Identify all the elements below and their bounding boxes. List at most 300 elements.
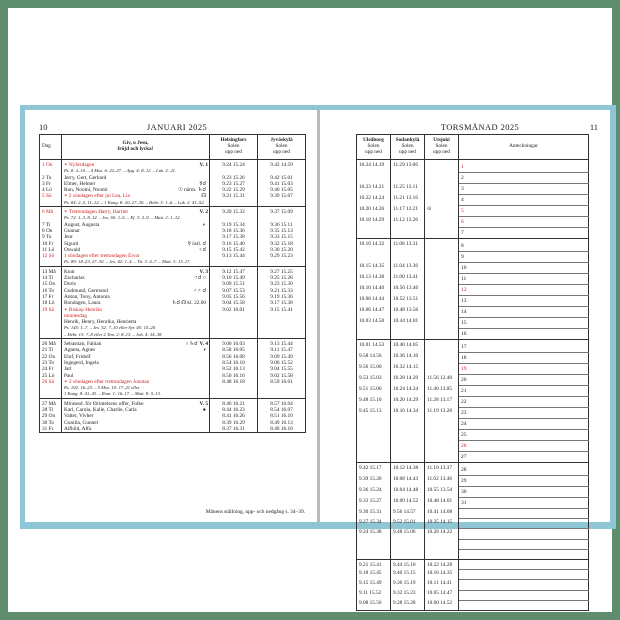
sun-time-sodankyla: 9.44 15.10	[391, 559, 425, 569]
sun-time-jyvaskyla: 9.40 15.05	[258, 187, 306, 193]
sun-time-utsjoki	[425, 307, 459, 318]
day-cell: 28 Ti	[40, 407, 62, 413]
day-cell: 9 To	[40, 234, 62, 240]
sun-time-uleaborg: 9.15 15.49	[357, 580, 391, 590]
sun-time-uleaborg	[357, 329, 391, 340]
notes-line[interactable]: 31	[459, 498, 589, 509]
sun-time-jyvaskyla	[258, 200, 306, 207]
name-day-names: minnesdag	[64, 312, 87, 319]
day-row	[40, 339, 306, 348]
sun-time-sodankyla: 10.00 14.52	[391, 498, 425, 509]
day-cell: 21 Ti	[40, 347, 62, 353]
notes-line[interactable]: 7	[459, 228, 589, 239]
sun-time-utsjoki	[425, 539, 459, 549]
name-day-names: ∗ Trettondagen Harry, Harriet	[64, 209, 128, 216]
name-day-names: Paul	[64, 372, 74, 379]
sun-time-uleaborg: 10.06 14.47	[357, 307, 391, 318]
bible-reading: – Hebr. 13: 7–8 eller 2 Tim. 2: 8–13. – Joh. 4: 34–38.	[64, 331, 163, 337]
day-cell	[40, 332, 62, 339]
sun-time-helsingfors: 9.15 15.42	[210, 247, 258, 253]
day-cell: 20 Må	[40, 339, 62, 348]
sun-time-uleaborg: 9.58 14.56	[357, 353, 391, 364]
name-day-names: Oswald	[64, 246, 81, 253]
sun-time-utsjoki	[425, 184, 459, 195]
sun-label: Solen	[275, 143, 288, 150]
col-header-utsjoki	[425, 135, 459, 160]
day-row	[40, 426, 306, 433]
names-cell	[62, 207, 210, 216]
reading-row	[40, 391, 306, 398]
notes-line[interactable]: 3	[459, 184, 589, 195]
name-day-names: Minnesd. för förintelsens offer, Folke	[64, 400, 144, 407]
sun-time-helsingfors	[210, 259, 258, 266]
sun-row	[357, 239, 589, 252]
sun-time-uleaborg: 10.03 14.50	[357, 318, 391, 329]
names-cell	[62, 426, 210, 433]
notes-line[interactable]: 23	[459, 408, 589, 419]
sun-row	[357, 296, 589, 307]
sun-label: Solen	[435, 143, 448, 150]
sun-time-uleaborg: 9.24 15.38	[357, 529, 391, 539]
sun-time-jyvaskyla: 9.36 15.11	[258, 222, 306, 228]
names-cell	[62, 160, 210, 169]
sun-time-utsjoki	[425, 217, 459, 228]
sun-row	[357, 195, 589, 206]
sun-time-utsjoki: 10.48 14.01	[425, 498, 459, 509]
notes-line[interactable]	[459, 519, 589, 529]
sun-time-jyvaskyla: 9.33 15.15	[258, 234, 306, 240]
sun-time-jyvaskyla: 9.35 15.13	[258, 228, 306, 234]
day-cell: 24 Fr	[40, 366, 62, 372]
sun-row	[357, 386, 589, 397]
sun-time-sodankyla: 9.56 14.57	[391, 509, 425, 519]
sun-time-uleaborg	[357, 173, 391, 184]
sun-time-uleaborg	[357, 252, 391, 263]
name-day-names: Jenr	[64, 234, 73, 241]
sun-row	[357, 184, 589, 195]
day-cell: 13 Må	[40, 266, 62, 275]
sun-time-helsingfors: 9.23 15.27	[210, 181, 258, 187]
sun-time-uleaborg: 9.51 15.06	[357, 386, 391, 397]
sun-row	[357, 408, 589, 419]
col-header-uleaborg	[357, 135, 391, 160]
sun-time-uleaborg: 9.33 15.27	[357, 498, 391, 509]
sun-time-sodankyla: 9.28 15.28	[391, 600, 425, 610]
name-day-names: Karl, Carola, Kalle, Charlie, Carla	[64, 406, 137, 413]
sun-time-uleaborg: 9.53 15.03	[357, 375, 391, 386]
sun-time-sodankyla: 10.32 14.15	[391, 364, 425, 375]
sun-time-sodankyla: 11.17 13.21	[391, 206, 425, 217]
name-day-names: Jarl	[64, 366, 72, 373]
sun-time-jyvaskyla: 9.21 15.33	[258, 288, 306, 294]
sun-time-sodankyla: 10.36 14.10	[391, 353, 425, 364]
sun-time-helsingfors: 9.21 15.31	[210, 193, 258, 199]
sun-time-jyvaskyla: 9.15 15.41	[258, 307, 306, 313]
sun-time-jyvaskyla: 9.27 15.25	[258, 266, 306, 275]
name-day-names: 1 söndagen efter trettondagen Eivor	[64, 253, 140, 260]
name-day-names: Gunnar	[64, 227, 80, 234]
sun-time-sodankyla: 10.04 14.48	[391, 487, 425, 498]
notes-line[interactable]	[459, 600, 589, 610]
sun-time-helsingfors: 8.58 16.05	[210, 347, 258, 353]
notes-line[interactable]	[459, 529, 589, 539]
photo-frame	[8, 8, 612, 612]
day-cell: 25 Lö	[40, 373, 62, 379]
sun-time-uleaborg: 10.20 14.26	[357, 206, 391, 217]
week-number: V. 1	[199, 162, 208, 168]
day-cell	[40, 259, 62, 266]
sun-time-sodankyla: 11.04 13.36	[391, 263, 425, 274]
sun-time-uleaborg: 9.36 15.24	[357, 487, 391, 498]
sun-time-utsjoki	[425, 419, 459, 430]
day-cell: 10 Fr	[40, 241, 62, 247]
notes-line[interactable]: 10	[459, 263, 589, 274]
sun-time-sodankyla: 10.20 14.29	[391, 397, 425, 408]
sun-time-utsjoki: 10.11 14.41	[425, 580, 459, 590]
astro-symbols: ◑	[202, 347, 206, 354]
sun-row	[357, 476, 589, 487]
calendar-body	[40, 160, 306, 433]
sun-row	[357, 590, 589, 600]
almanac-spread	[20, 105, 616, 607]
sun-row	[357, 353, 589, 364]
astro-symbols: ◐	[202, 221, 206, 228]
notes-line[interactable]: 2	[459, 173, 589, 184]
day-cell: 1 On	[40, 160, 62, 169]
notes-line[interactable]: 13	[459, 296, 589, 307]
sun-time-utsjoki	[425, 353, 459, 364]
sun-time-sodankyla: 11.29 13.06	[391, 160, 425, 173]
notes-line[interactable]: 26	[459, 441, 589, 452]
sun-time-utsjoki	[425, 173, 459, 184]
sun-time-sodankyla	[391, 452, 425, 463]
notes-line[interactable]	[459, 559, 589, 569]
name-day-names: ∗ Biskop Henriks	[64, 306, 103, 313]
notes-line[interactable]: 11	[459, 274, 589, 285]
notes-line[interactable]: 27	[459, 452, 589, 463]
up-down-label: upp ned	[225, 148, 242, 155]
sun-time-utsjoki: 10.41 14.08	[425, 509, 459, 519]
sun-time-uleaborg	[357, 549, 391, 559]
sun-time-utsjoki: 10.00 14.52	[425, 600, 459, 610]
notes-line[interactable]: 17	[459, 340, 589, 353]
sun-time-uleaborg: 10.24 14.19	[357, 160, 391, 173]
astro-symbols: ☿ östl. ☌	[187, 240, 206, 247]
sun-time-utsjoki: 11.10 13.37	[425, 463, 459, 476]
sun-time-uleaborg: 10.22 14.24	[357, 195, 391, 206]
sun-time-helsingfors: 9.18 15.36	[210, 228, 258, 234]
sun-times-table	[356, 134, 589, 611]
bible-reading: Ps. 84: 2–5, 11–12. – 1 Kung. 8: 20, 27–30. – Hebr. 3: 1–6. – Luk. 2: 41–52.	[64, 199, 205, 205]
sun-time-jyvaskyla: 9.41 15.03	[258, 181, 306, 187]
notes-line[interactable]: 29	[459, 476, 589, 487]
sun-time-utsjoki: 10.22 14.28	[425, 559, 459, 569]
sun-time-utsjoki: 11.02 13.46	[425, 476, 459, 487]
name-day-names: Anton, Tony, Antonia	[64, 293, 110, 300]
sun-row	[357, 252, 589, 263]
sun-row	[357, 160, 589, 173]
day-cell: 2 To	[40, 175, 62, 181]
notes-line[interactable]: 20	[459, 375, 589, 386]
sun-time-helsingfors: 8.44 16.23	[210, 407, 258, 413]
sun-time-utsjoki	[425, 329, 459, 340]
sun-time-helsingfors	[210, 332, 258, 339]
notes-line[interactable]: 12	[459, 285, 589, 296]
sun-time-utsjoki	[425, 549, 459, 559]
name-day-names: Bondagen, Laura	[64, 300, 101, 307]
city-jyvaskyla: Jyväskylä	[270, 137, 293, 144]
day-cell: 16 To	[40, 288, 62, 294]
sun-row	[357, 397, 589, 408]
sun-row	[357, 529, 589, 539]
day-cell: 31 Fr	[40, 426, 62, 433]
sun-time-helsingfors: 9.12 15.47	[210, 266, 258, 275]
sun-row	[357, 263, 589, 274]
sun-time-utsjoki	[425, 274, 459, 285]
day-cell: 6 Må	[40, 207, 62, 216]
notes-line[interactable]: 25	[459, 430, 589, 441]
name-day-names: Elof, Fridolf	[64, 353, 91, 360]
sun-time-uleaborg	[357, 419, 391, 430]
right-page	[320, 110, 610, 607]
col-header-names	[62, 135, 210, 160]
reading-row	[40, 332, 306, 339]
sun-time-helsingfors: 9.19 15.34	[210, 222, 258, 228]
sun-time-jyvaskyla	[258, 332, 306, 339]
notes-line[interactable]: 24	[459, 419, 589, 430]
day-cell: 12 Sö	[40, 253, 62, 259]
bible-reading: Ps. 89: 18–23, 27–30. – Jes. 42: 1–4. – Tit. 3: 4–7. – Matt. 3: 13–17.	[64, 259, 191, 265]
col-header-helsingfors	[210, 135, 258, 160]
notes-line[interactable]: 15	[459, 318, 589, 329]
notes-line[interactable]: 16	[459, 329, 589, 340]
sun-time-utsjoki: 10.35 14.15	[425, 519, 459, 529]
sun-time-jyvaskyla: 8.51 16.10	[258, 413, 306, 419]
day-cell: 7 Ti	[40, 222, 62, 228]
sun-time-helsingfors: 9.16 15.40	[210, 241, 258, 247]
left-page	[25, 110, 317, 522]
sun-time-jyvaskyla: 9.23 15.30	[258, 281, 306, 287]
sun-time-jyvaskyla: 9.13 15.44	[258, 339, 306, 348]
sun-row	[357, 539, 589, 549]
sun-time-uleaborg: 9.18 15.45	[357, 570, 391, 580]
notes-line[interactable]	[459, 570, 589, 580]
names-cell	[62, 200, 210, 207]
sun-time-sodankyla: 11.12 13.26	[391, 217, 425, 228]
sun-time-helsingfors: 8.56 16.08	[210, 354, 258, 360]
sun-time-utsjoki: 10.05 14.47	[425, 590, 459, 600]
day-cell: 5 Sö	[40, 193, 62, 199]
name-day-names: Zacharias	[64, 275, 85, 282]
sun-time-helsingfors: 9.10 15.49	[210, 275, 258, 281]
astro-symbols: ♄☌ ☊ kl. 22.00	[171, 300, 206, 307]
sun-time-sodankyla: 9.32 15.23	[391, 590, 425, 600]
sun-time-utsjoki	[425, 430, 459, 441]
sun-row	[357, 580, 589, 590]
notes-line[interactable]: 22	[459, 397, 589, 408]
notes-line[interactable]	[459, 539, 589, 549]
day-cell: 4 Lö	[40, 187, 62, 193]
day-row	[40, 398, 306, 407]
sun-time-helsingfors: 8.48 16.18	[210, 379, 258, 385]
sun-time-sodankyla: 10.52 13.51	[391, 296, 425, 307]
name-day-names: Agneta, Agnes	[64, 347, 96, 354]
sun-row	[357, 318, 589, 329]
sun-time-uleaborg: 10.10 14.40	[357, 285, 391, 296]
day-cell: 8 On	[40, 228, 62, 234]
sun-row	[357, 173, 589, 184]
name-day-names: Elmer, Helmer	[64, 180, 96, 187]
notes-line[interactable]: 21	[459, 386, 589, 397]
notes-line[interactable]	[459, 549, 589, 559]
notes-line[interactable]: 1	[459, 160, 589, 173]
sun-time-uleaborg: 9.30 15.31	[357, 509, 391, 519]
day-cell: 15 On	[40, 281, 62, 287]
sun-times-body	[357, 160, 589, 611]
city-helsingfors: Helsingfors	[220, 137, 247, 144]
bible-reading: Ps. 72: 1–3, 8–12. – Jes. 60: 1–6. – Ef. 3: 2–9. – Matt. 2: 1–12.	[64, 215, 181, 221]
sun-row	[357, 487, 589, 498]
sun-time-utsjoki	[425, 263, 459, 274]
notes-line[interactable]: 9	[459, 252, 589, 263]
sun-time-sodankyla: 11.00 13.41	[391, 274, 425, 285]
sun-time-uleaborg	[357, 441, 391, 452]
sun-time-helsingfors: 9.24 15.24	[210, 160, 258, 169]
sun-time-utsjoki: 10.28 14.22	[425, 529, 459, 539]
day-cell: 27 Må	[40, 398, 62, 407]
name-day-names: Jerry, Gert, Gerhard	[64, 174, 107, 181]
page-title: TORSMÅNAD 2025	[440, 122, 520, 132]
sun-time-utsjoki: 11.28 13.17	[425, 397, 459, 408]
sun-label: Solen	[401, 143, 414, 150]
page-number: 11	[589, 122, 598, 132]
sun-time-sodankyla	[391, 329, 425, 340]
sun-time-sodankyla: 9.40 15.15	[391, 570, 425, 580]
page-title: JANUARI 2025	[146, 122, 208, 132]
sun-row	[357, 549, 589, 559]
bible-reading: 1 Kung. 8: 41–43. – Rom. 1: 16–17. – Matt. 8: 5–13.	[64, 391, 162, 397]
sun-row	[357, 441, 589, 452]
sun-time-utsjoki	[425, 160, 459, 173]
notes-line[interactable]: 28	[459, 463, 589, 476]
notes-line[interactable]: 6	[459, 217, 589, 228]
notes-line[interactable]: 30	[459, 487, 589, 498]
sun-row	[357, 463, 589, 476]
sun-time-helsingfors: 9.20 15.32	[210, 207, 258, 216]
sun-time-sodankyla	[391, 430, 425, 441]
astro-symbols: ☿☌	[199, 180, 206, 187]
sun-time-sodankyla	[391, 539, 425, 549]
sun-row	[357, 206, 589, 217]
page-footer-note: Månens ställning, upp- och nedgång s. 34–39.	[205, 509, 305, 515]
col-header-day: Dag	[40, 135, 62, 160]
motto-line-1: Giv, o Jesu,	[122, 140, 149, 147]
sun-row	[357, 430, 589, 441]
notes-line[interactable]: 18	[459, 353, 589, 364]
bible-reading: Ps. 102: 16–23. – 5 Mos. 10: 17–21 eller	[64, 385, 140, 391]
sun-row	[357, 498, 589, 509]
sun-row	[357, 340, 589, 353]
sun-time-jyvaskyla: 8.49 16.13	[258, 420, 306, 426]
notes-line[interactable]: 4	[459, 195, 589, 206]
sun-row	[357, 600, 589, 610]
name-day-names: ∗ Nyårsdagen	[64, 162, 95, 168]
sun-time-jyvaskyla: 9.42 15.01	[258, 175, 306, 181]
notes-line[interactable]: 14	[459, 307, 589, 318]
name-day-names: Run, Noomi, Noomi	[64, 187, 108, 194]
day-row	[40, 160, 306, 169]
notes-line[interactable]: 19	[459, 364, 589, 375]
sun-time-helsingfors: 8.54 16.10	[210, 360, 258, 366]
sun-time-uleaborg: 10.23 14.21	[357, 184, 391, 195]
sun-time-sodankyla	[391, 419, 425, 430]
sun-time-jyvaskyla	[258, 259, 306, 266]
astro-symbols: ♀☌	[198, 246, 206, 253]
names-cell	[62, 391, 210, 398]
sun-time-uleaborg: 10.16 14.32	[357, 239, 391, 252]
sun-time-helsingfors: 8.50 16.16	[210, 373, 258, 379]
week-number: V. 5	[199, 400, 208, 407]
sun-row	[357, 329, 589, 340]
sun-time-uleaborg: 10.18 14.29	[357, 217, 391, 228]
sun-time-utsjoki: 10.16 14.35	[425, 570, 459, 580]
notes-line[interactable]: 5	[459, 206, 589, 217]
sun-time-sodankyla: 10.24 14.24	[391, 386, 425, 397]
day-cell: 18 Lö	[40, 300, 62, 306]
notes-line[interactable]	[459, 590, 589, 600]
day-cell: 17 Fr	[40, 294, 62, 300]
sun-time-uleaborg: 9.11 15.52	[357, 590, 391, 600]
sun-row	[357, 274, 589, 285]
day-cell: 29 On	[40, 413, 62, 419]
calendar-header-row	[40, 135, 306, 160]
sun-time-sodankyla: 9.36 15.19	[391, 580, 425, 590]
sun-time-jyvaskyla: 9.02 15.58	[258, 373, 306, 379]
sun-time-utsjoki: 11.56 12.48	[425, 375, 459, 386]
sun-time-sodankyla: 10.16 14.34	[391, 408, 425, 419]
notes-line[interactable]: 8	[459, 239, 589, 252]
notes-line[interactable]	[459, 509, 589, 519]
notes-line[interactable]	[459, 580, 589, 590]
sun-time-jyvaskyla: 9.25 15.28	[258, 275, 306, 281]
sun-time-helsingfors: 8.41 16.26	[210, 413, 258, 419]
astro-symbols: ♀♄☌	[185, 341, 198, 348]
day-cell: 22 On	[40, 354, 62, 360]
sun-time-uleaborg	[357, 452, 391, 463]
week-number: V. 4	[199, 341, 208, 348]
sun-time-helsingfors: 8.52 16.13	[210, 366, 258, 372]
sun-time-uleaborg: 10.08 14.44	[357, 296, 391, 307]
sun-time-jyvaskyla: 9.04 15.55	[258, 366, 306, 372]
name-day-names: Valter, Vivher	[64, 413, 94, 420]
name-day-names: Gudmund, Germund	[64, 287, 108, 294]
sun-time-jyvaskyla: 9.39 15.07	[258, 193, 306, 199]
sun-time-uleaborg	[357, 228, 391, 239]
sun-time-uleaborg: 9.39 15.20	[357, 476, 391, 487]
reading-row	[40, 200, 306, 207]
sun-row	[357, 559, 589, 569]
sun-time-sodankyla: 10.28 14.20	[391, 375, 425, 386]
sun-time-helsingfors: 9.17 15.38	[210, 234, 258, 240]
sun-time-utsjoki	[425, 296, 459, 307]
sun-time-jyvaskyla: 8.59 16.01	[258, 379, 306, 385]
sun-time-helsingfors: 9.22 15.29	[210, 187, 258, 193]
astro-symbols: ☉ närm. ♄☌	[178, 187, 206, 194]
week-number: V. 2	[199, 209, 208, 216]
name-day-names: Alfhild, Alfa	[64, 425, 92, 432]
day-cell: 23 To	[40, 360, 62, 366]
sun-time-sodankyla: 10.56 13.46	[391, 285, 425, 296]
